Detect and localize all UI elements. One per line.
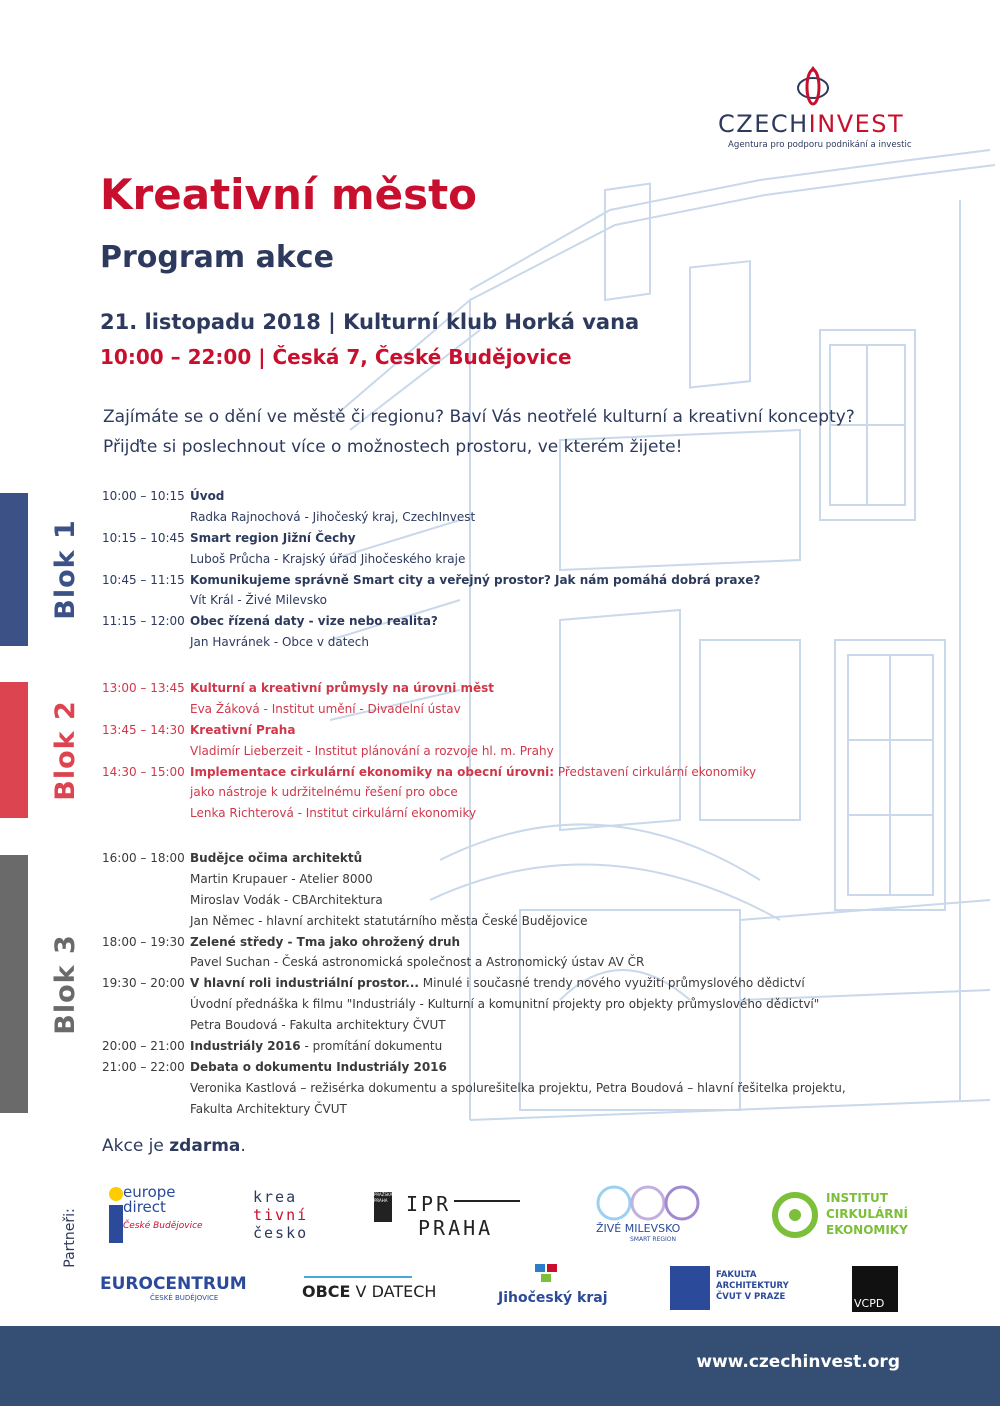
program-row: [102, 549, 902, 570]
zive-milevsko-logo[interactable]: [596, 1185, 706, 1245]
program-item-detail: Vít Král - Živé Milevsko: [190, 593, 327, 608]
program-time: 14:30 – 15:00: [102, 764, 185, 779]
program-item-detail: Úvodní přednáška k filmu "Industriály - Kulturní a komunitní projekty pro objekty průmyslového dědictví": [190, 997, 820, 1012]
program-time: 16:00 – 18:00: [102, 851, 185, 865]
program-item-text: [190, 952, 644, 973]
program-item-detail: Jan Havránek - Obce v datech: [190, 635, 370, 650]
ipr-small-text: PRAHA: [374, 1198, 388, 1203]
program-item-detail: Miroslav Vodák - CBArchitektura: [190, 892, 383, 907]
program-row: [102, 699, 902, 720]
vcpd-logo[interactable]: [852, 1266, 898, 1312]
ice-text: INSTITUT: [826, 1191, 888, 1205]
program-item-text: [190, 1099, 347, 1120]
program-item-text: [190, 699, 461, 720]
program-item-text: [190, 720, 295, 741]
intro-text: [103, 402, 903, 462]
blok-1-bar: [0, 493, 28, 646]
program-row: [102, 1036, 902, 1057]
ice-text: CIRKULÁRNÍ: [826, 1207, 909, 1221]
program-item-text: [190, 803, 476, 824]
eurocentrum-text: EUROCENTRUM: [100, 1274, 247, 1294]
program-item-text: [190, 890, 383, 911]
blok-3-bar: [0, 855, 28, 1113]
kreativni-cesko-line: tivní: [253, 1206, 309, 1224]
program-row: [102, 869, 902, 890]
eurocentrum-logo[interactable]: [100, 1274, 250, 1304]
program-row: [102, 911, 902, 932]
program-item-text: [190, 1015, 446, 1036]
program-item-detail: Fakulta Architektury ČVUT: [190, 1101, 347, 1116]
program-row: [102, 952, 902, 973]
program-row: [102, 782, 902, 803]
europe-direct-city: České Budějovice: [123, 1221, 203, 1231]
europe-direct-logo[interactable]: [105, 1185, 205, 1247]
program-item-text: [190, 1036, 442, 1057]
program-row: [102, 803, 902, 824]
program-item-title: Obec řízená daty - vize nebo realita?: [190, 614, 438, 629]
program-item-text: [190, 486, 224, 507]
kreativni-cesko-logo[interactable]: [253, 1188, 308, 1242]
cvut-text: ČVUT V PRAZE: [716, 1292, 786, 1302]
program-row: [102, 1099, 902, 1120]
program-row: [102, 528, 902, 549]
program-item-title: Industriály 2016: [190, 1039, 301, 1054]
ice-circle-icon: [770, 1190, 820, 1240]
program-item-detail: Minulé i současné trendy nového využití průmyslového dědictví: [418, 976, 805, 991]
program-item-title: Úvod: [190, 489, 225, 503]
event-date-venue: 21. listopadu 2018 | Kulturní klub Horká vana: [100, 310, 640, 334]
partners-label: Partneři:: [62, 1208, 78, 1268]
program-item-text: [190, 507, 475, 528]
program-item-detail: Martin Krupauer - Atelier 8000: [190, 871, 373, 886]
program-row: [102, 1078, 902, 1099]
ipr-rule: [454, 1200, 520, 1202]
program-time: 21:00 – 22:00: [102, 1059, 185, 1074]
footer-bar: [0, 1326, 1000, 1406]
program-item-text: [190, 994, 819, 1015]
eurocentrum-city: ČESKÉ BUDĚJOVICE: [150, 1294, 219, 1302]
program-item-title: Komunikujeme správně Smart city a veřejný prostor? Jak nám pomáhá dobrá praxe?: [190, 572, 761, 587]
program-row: [102, 570, 902, 591]
intro-line: Přijďte si poslechnout více o možnostech prostoru, ve kterém žijete!: [103, 437, 683, 457]
program-item-title: Kulturní a kreativní průmysly na úrovni měst: [190, 681, 495, 695]
program-time: 13:00 – 13:45: [102, 681, 185, 695]
program-item-detail: Jan Němec - hlavní architekt statutárního města České Budějovice: [190, 913, 588, 928]
obce-line-decoration: [304, 1276, 412, 1278]
program-row: [102, 848, 902, 869]
program-item-detail: Představení cirkulární ekonomiky: [554, 764, 757, 779]
program-item-text: [190, 973, 805, 994]
program-item-text: [190, 762, 756, 783]
program-item-title: Smart region Jižní Čechy: [190, 530, 356, 545]
program-time: 11:15 – 12:00: [102, 614, 185, 629]
obce-text: OBCE V DATECH: [302, 1282, 437, 1301]
blok-1-label: Blok 1: [49, 519, 81, 620]
program-row: [102, 590, 902, 611]
program-item-detail: Radka Rajnochová - Jihočeský kraj, CzechInvest: [190, 509, 476, 524]
program-row: [102, 994, 902, 1015]
program-block-1: [102, 486, 902, 653]
europe-direct-text: direct: [123, 1198, 166, 1216]
blok-2-label: Blok 2: [49, 699, 81, 801]
praha-text: PRAHA: [418, 1216, 494, 1240]
ice-text: EKONOMIKY: [826, 1223, 908, 1237]
czechinvest-globe-icon: [796, 66, 830, 108]
program-row: [102, 932, 902, 953]
jihocesky-kraj-text: Jihočeský kraj: [498, 1290, 608, 1306]
zive-milevsko-circles-icon: [596, 1185, 700, 1223]
blok-2-bar: [0, 682, 28, 818]
intro-line: Zajímáte se o dění ve městě či regionu? Baví Vás neotřelé kulturní a kreativní koncepty?: [103, 407, 855, 427]
logo-tagline: Agentura pro podporu podnikání a investic: [728, 140, 912, 150]
program-row: [102, 720, 902, 741]
program-item-text: [190, 741, 554, 762]
cvut-lion-icon: [670, 1266, 710, 1310]
ipr-text: IPR: [406, 1192, 452, 1216]
program-row: [102, 973, 902, 994]
kreativni-cesko-line: česko: [253, 1224, 309, 1242]
program-item-text: [190, 932, 460, 953]
program-item-detail: Eva Žáková - Institut umění - Divadelní ústav: [190, 701, 461, 716]
program-item-detail: - promítání dokumentu: [300, 1039, 443, 1054]
free-entry-note: Akce je zdarma.: [102, 1136, 246, 1156]
program-item-detail: Lenka Richterová - Institut cirkulární ekonomiky: [190, 806, 477, 821]
program-row: [102, 1015, 902, 1036]
program-time: 10:15 – 10:45: [102, 530, 185, 545]
program-item-text: [190, 549, 465, 570]
program-time: 10:00 – 10:15: [102, 489, 185, 503]
program-item-title: Zelené středy - Tma jako ohrožený druh: [190, 934, 461, 949]
program-block-3: [102, 848, 902, 1120]
ipr-small-text: PRAŽSKÁ: [374, 1192, 392, 1197]
institut-cirkularni-ekonomiky-logo[interactable]: [770, 1190, 910, 1242]
cvut-text: FAKULTA: [716, 1270, 757, 1280]
page-title: Kreativní město: [100, 170, 478, 219]
program-row: [102, 507, 902, 528]
program-row: [102, 486, 902, 507]
program-item-text: [190, 632, 369, 653]
program-item-text: [190, 911, 588, 932]
program-item-title: Budějce očima architektů: [190, 851, 363, 865]
program-item-text: [190, 869, 373, 890]
footer-website-link[interactable]: www.czechinvest.org: [696, 1352, 900, 1372]
program-row: [102, 632, 902, 653]
program-row: [102, 611, 902, 632]
zive-milevsko-text: ŽIVÉ MILEVSKO: [596, 1222, 681, 1235]
zive-milevsko-sub: SMART REGION: [630, 1236, 676, 1243]
program-time: 18:00 – 19:30: [102, 934, 185, 949]
cvut-text: ARCHITEKTURY: [716, 1281, 789, 1291]
jihocesky-kraj-emblem-icon: [533, 1262, 563, 1286]
program-item-text: [190, 848, 362, 869]
program-item-detail: jako nástroje k udržitelnému řešení pro obce: [190, 785, 458, 800]
blok-3-label: Blok 3: [49, 933, 81, 1035]
event-time-address: 10:00 – 22:00 | Česká 7, České Budějovice: [100, 345, 572, 369]
program-item-text: [190, 1078, 846, 1099]
program-row: [102, 1057, 902, 1078]
program-item-detail: Luboš Průcha - Krajský úřad Jihočeského kraje: [190, 551, 466, 566]
program-item-detail: Vladimír Lieberzeit - Institut plánování a rozvoje hl. m. Prahy: [190, 743, 554, 758]
program-item-title: Debata o dokumentu Industriály 2016: [190, 1059, 447, 1074]
program-item-detail: Pavel Suchan - Česká astronomická společnost a Astronomický ústav AV ČR: [190, 955, 645, 970]
program-item-text: [190, 590, 327, 611]
fa-cvut-logo[interactable]: [670, 1266, 800, 1312]
program-item-title: Kreativní Praha: [190, 722, 296, 737]
program-item-text: [190, 570, 760, 591]
page-subtitle: Program akce: [100, 240, 334, 275]
program-item-text: [190, 528, 356, 549]
program-item-detail: Veronika Kastlová – režisérka dokumentu a spolurešitelka projektu, Petra Boudová – hlavní řešitelka projektu,: [190, 1080, 846, 1095]
program-item-text: [190, 1057, 447, 1078]
program-time: 10:45 – 11:15: [102, 572, 185, 587]
program-time: 20:00 – 21:00: [102, 1039, 185, 1054]
ipr-praha-logo[interactable]: [374, 1192, 524, 1244]
logo-wordmark: CZECHINVEST: [718, 110, 905, 138]
program-item-text: [190, 678, 494, 699]
europe-direct-text: europe: [123, 1183, 176, 1201]
program-row: [102, 678, 902, 699]
program-item-title: Implementace cirkulární ekonomiky na obecní úrovni:: [190, 764, 555, 779]
program-item-detail: Petra Boudová - Fakulta architektury ČVUT: [190, 1018, 446, 1033]
program-item-text: [190, 782, 458, 803]
vcpd-text: VCPD: [854, 1297, 885, 1310]
program-time: 13:45 – 14:30: [102, 722, 185, 737]
program-item-title: V hlavní roli industriální prostor...: [190, 976, 419, 991]
program-time: 19:30 – 20:00: [102, 976, 185, 991]
program-block-2: [102, 678, 902, 824]
obce-v-datech-logo[interactable]: [302, 1276, 452, 1306]
jihocesky-kraj-logo[interactable]: [498, 1262, 618, 1312]
program-row: [102, 741, 902, 762]
program-row: [102, 890, 902, 911]
program-row: [102, 762, 902, 783]
program-item-text: [190, 611, 438, 632]
kreativni-cesko-line: krea: [253, 1188, 298, 1206]
czechinvest-logo[interactable]: [718, 66, 912, 156]
